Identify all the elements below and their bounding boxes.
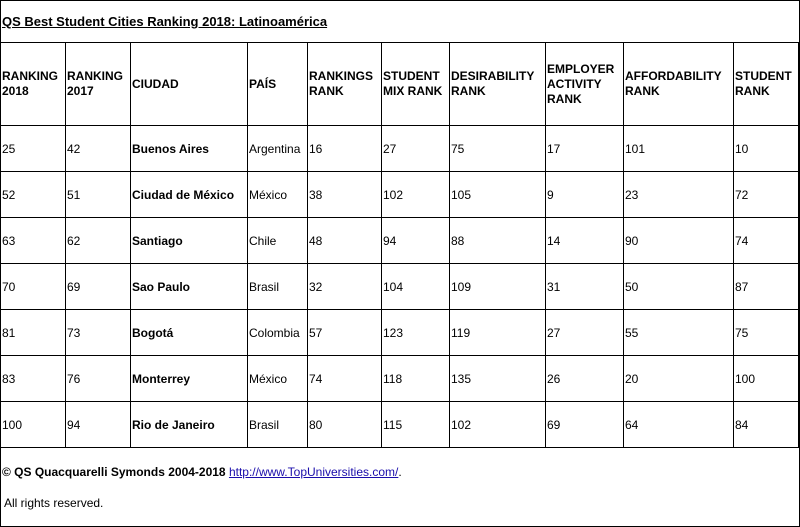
header-ranking-2017: RANKING 2017 [66,43,131,126]
cell-affordability-rank: 90 [624,218,734,264]
footer-rights: All rights reserved. [4,496,104,510]
header-employer-activity-rank: EMPLOYER ACTIVITY RANK [546,43,624,126]
cell-employer-activity-rank: 26 [546,356,624,402]
cell-ciudad: Santiago [131,218,248,264]
cell-affordability-rank: 55 [624,310,734,356]
cell-ciudad: Monterrey [131,356,248,402]
cell-affordability-rank: 101 [624,126,734,172]
cell-rankings-rank: 32 [308,264,382,310]
cell-student-mix-rank: 27 [382,126,450,172]
cell-student-mix-rank: 102 [382,172,450,218]
header-desirability-rank: DESIRABILITY RANK [450,43,546,126]
cell-rankings-rank: 48 [308,218,382,264]
cell-ranking-2018: 83 [1,356,66,402]
cell-desirability-rank: 119 [450,310,546,356]
header-affordability-rank: AFFORDABILITY RANK [624,43,734,126]
cell-ranking-2017: 62 [66,218,131,264]
link-suffix: . [398,465,402,479]
cell-ranking-2018: 70 [1,264,66,310]
cell-pais: Argentina [248,126,308,172]
table-row [1,218,799,264]
table-row [1,402,799,448]
cell-ranking-2017: 51 [66,172,131,218]
cell-pais: Chile [248,218,308,264]
cell-student-rank: 10 [734,126,799,172]
cell-pais: Brasil [248,402,308,448]
copyright-text: © QS Quacquarelli Symonds 2004-2018 [2,465,226,479]
cell-rankings-rank: 80 [308,402,382,448]
topuniversities-link[interactable]: http://www.TopUniversities.com/ [228,465,399,479]
header-ciudad: CIUDAD [131,43,248,126]
cell-employer-activity-rank: 69 [546,402,624,448]
cell-ciudad: Buenos Aires [131,126,248,172]
cell-student-rank: 72 [734,172,799,218]
cell-affordability-rank: 50 [624,264,734,310]
cell-pais: México [248,172,308,218]
cell-ranking-2017: 94 [66,402,131,448]
ranking-table [0,42,799,448]
page-title: QS Best Student Cities Ranking 2018: Latinoamérica [2,14,328,29]
header-rankings-rank: RANKINGS RANK [308,43,382,126]
cell-student-rank: 74 [734,218,799,264]
cell-ranking-2018: 63 [1,218,66,264]
cell-employer-activity-rank: 9 [546,172,624,218]
cell-student-rank: 100 [734,356,799,402]
table-row [1,264,799,310]
cell-student-rank: 87 [734,264,799,310]
cell-pais: Brasil [248,264,308,310]
cell-employer-activity-rank: 17 [546,126,624,172]
cell-affordability-rank: 20 [624,356,734,402]
cell-desirability-rank: 102 [450,402,546,448]
cell-ciudad: Rio de Janeiro [131,402,248,448]
cell-employer-activity-rank: 14 [546,218,624,264]
cell-ciudad: Sao Paulo [131,264,248,310]
cell-student-rank: 75 [734,310,799,356]
cell-desirability-rank: 109 [450,264,546,310]
cell-student-mix-rank: 94 [382,218,450,264]
cell-pais: Colombia [248,310,308,356]
header-pais: PAÍS [248,43,308,126]
cell-rankings-rank: 74 [308,356,382,402]
cell-ranking-2017: 42 [66,126,131,172]
cell-ranking-2018: 100 [1,402,66,448]
cell-student-mix-rank: 118 [382,356,450,402]
cell-ranking-2018: 81 [1,310,66,356]
cell-rankings-rank: 16 [308,126,382,172]
cell-ranking-2018: 52 [1,172,66,218]
cell-desirability-rank: 75 [450,126,546,172]
table-row [1,172,799,218]
cell-ranking-2018: 25 [1,126,66,172]
header-student-rank: STUDENT RANK [734,43,799,126]
header-student-mix-rank: STUDENT MIX RANK [382,43,450,126]
cell-ciudad: Bogotá [131,310,248,356]
cell-ranking-2017: 69 [66,264,131,310]
cell-desirability-rank: 135 [450,356,546,402]
cell-pais: México [248,356,308,402]
table-row [1,356,799,402]
cell-ranking-2017: 73 [66,310,131,356]
cell-student-mix-rank: 123 [382,310,450,356]
cell-affordability-rank: 23 [624,172,734,218]
cell-ranking-2017: 76 [66,356,131,402]
cell-student-mix-rank: 104 [382,264,450,310]
cell-student-rank: 84 [734,402,799,448]
cell-affordability-rank: 64 [624,402,734,448]
cell-student-mix-rank: 115 [382,402,450,448]
footer-copyright [2,465,402,479]
cell-employer-activity-rank: 27 [546,310,624,356]
cell-desirability-rank: 88 [450,218,546,264]
table-header-row [1,43,799,126]
cell-ciudad: Ciudad de México [131,172,248,218]
cell-desirability-rank: 105 [450,172,546,218]
table-row [1,126,799,172]
cell-rankings-rank: 38 [308,172,382,218]
table-row [1,310,799,356]
header-ranking-2018: RANKING 2018 [1,43,66,126]
cell-rankings-rank: 57 [308,310,382,356]
cell-employer-activity-rank: 31 [546,264,624,310]
